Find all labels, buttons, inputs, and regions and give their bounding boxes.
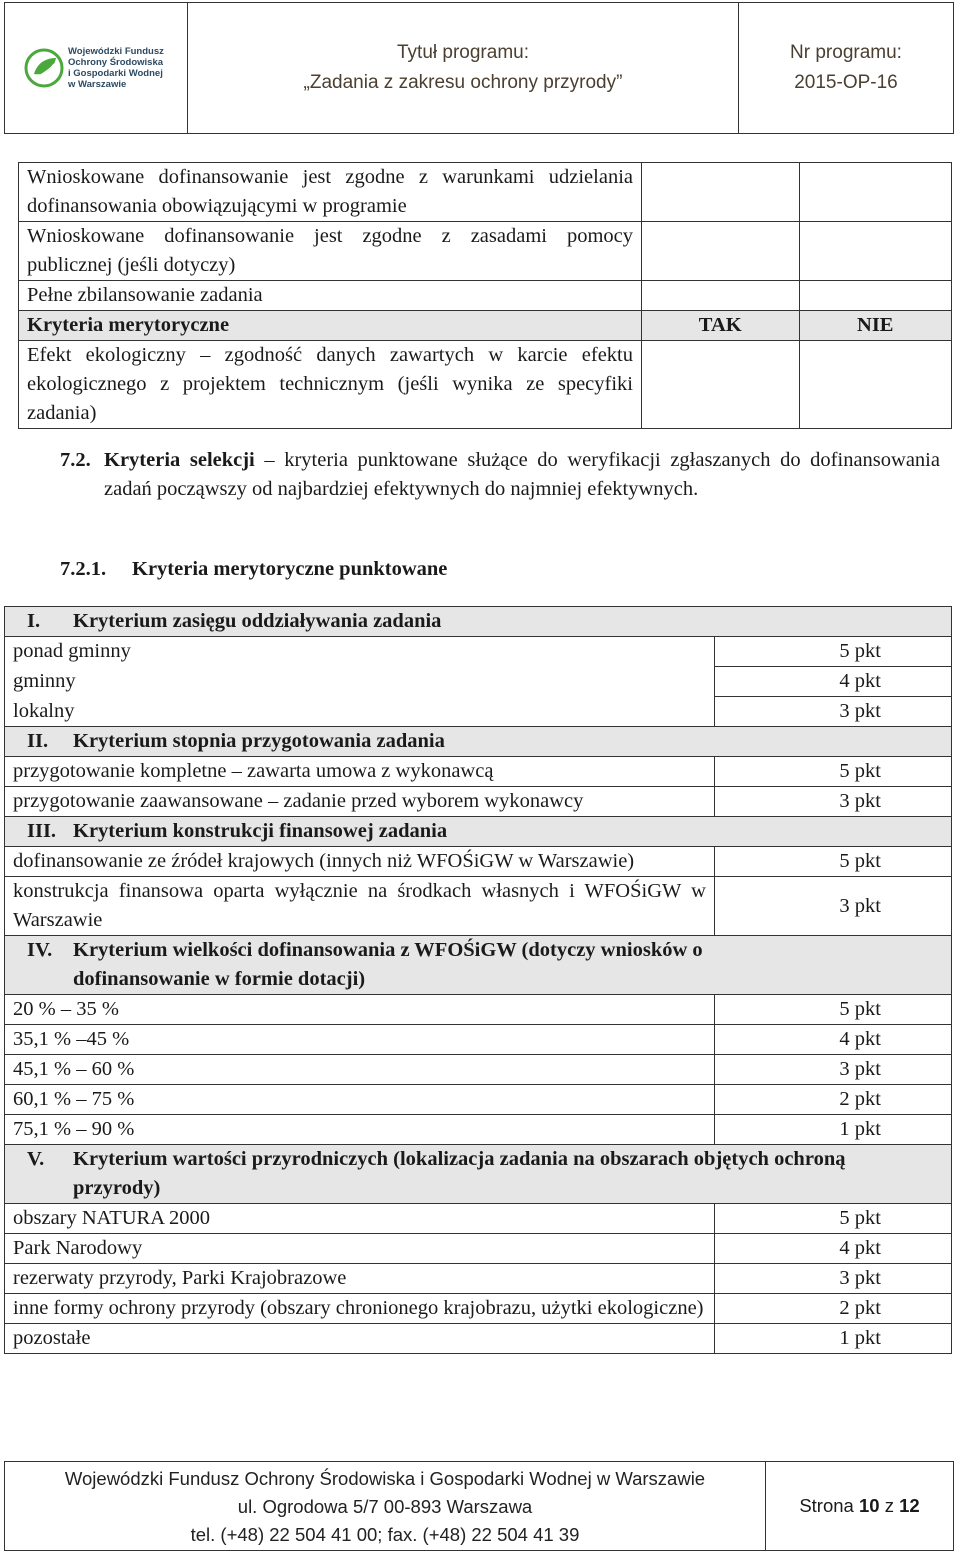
category-title: Kryterium wartości przyrodniczych (lokalizacja zadania na obszarach objętych ochroną przyrody) <box>73 1148 846 1199</box>
section-7-2-1 <box>60 555 940 584</box>
merit-header-row <box>19 311 952 341</box>
option-label: przygotowanie zaawansowane – zadanie przed wyborem wykonawcy <box>5 787 715 817</box>
option-points: 3 pkt <box>714 697 951 727</box>
tak-header: TAK <box>642 311 800 341</box>
program-number-cell <box>739 3 953 133</box>
table-row <box>5 847 952 877</box>
option-label: konstrukcja finansowa oparta wyłącznie na środkach własnych i WFOŚiGW w Warszawie <box>5 877 715 936</box>
option-points: 3 pkt <box>714 877 951 936</box>
option-label: gminny <box>5 667 715 697</box>
logo-line: w Warszawie <box>68 79 127 90</box>
criterion-text: Wnioskowane dofinansowanie jest zgodne z zasadami pomocy publicznej (jeśli dotyczy) <box>19 222 642 281</box>
table-row <box>5 667 952 697</box>
section-title: Kryteria merytoryczne punktowane <box>132 558 448 580</box>
option-points: 4 pkt <box>714 1234 951 1264</box>
page-footer <box>4 1461 954 1551</box>
page-current: 10 <box>858 1495 880 1516</box>
option-points: 3 pkt <box>714 787 951 817</box>
scoring-table <box>4 606 952 1354</box>
category-number: III. <box>27 820 57 842</box>
category-row <box>5 817 952 847</box>
table-row <box>19 341 952 429</box>
table-row <box>5 995 952 1025</box>
wfosigw-logo <box>24 46 168 90</box>
table-row <box>5 697 952 727</box>
footer-org-name: Wojewódzki Fundusz Ochrony Środowiska i Gospodarki Wodnej w Warszawie <box>64 1468 706 1489</box>
footer-phone: tel. (+48) 22 504 41 00; fax. (+48) 22 504 41 39 <box>190 1524 580 1545</box>
section-7-2 <box>60 446 940 504</box>
table-row <box>5 1115 952 1145</box>
table-row <box>5 877 952 936</box>
tak-cell <box>642 341 800 429</box>
table-row <box>5 1055 952 1085</box>
nie-cell <box>799 163 952 222</box>
option-points: 5 pkt <box>714 757 951 787</box>
section-number: 7.2.1. <box>60 558 107 580</box>
footer-street: ul. Ogrodowa 5/7 00-893 Warszawa <box>237 1496 533 1517</box>
option-points: 2 pkt <box>714 1085 951 1115</box>
option-label: pozostałe <box>5 1324 715 1354</box>
option-points: 1 pkt <box>714 1115 951 1145</box>
category-title: Kryterium stopnia przygotowania zadania <box>73 730 445 752</box>
page-total: 12 <box>899 1495 920 1516</box>
page-number <box>766 1462 953 1550</box>
option-points: 4 pkt <box>714 667 951 697</box>
option-label: przygotowanie kompletne – zawarta umowa z wykonawcą <box>5 757 715 787</box>
table-row <box>5 787 952 817</box>
category-title: Kryterium wielkości dofinansowania z WFOŚiGW (dotyczy wniosków o dofinansowanie w formie dotacji) <box>73 939 703 990</box>
table-row <box>5 637 952 667</box>
section-number: 7.2. <box>60 449 91 471</box>
option-label: 60,1 % – 75 % <box>5 1085 715 1115</box>
option-points: 3 pkt <box>714 1264 951 1294</box>
table-row <box>5 1294 952 1324</box>
logo-cell <box>5 3 188 133</box>
program-title-label: Tytuł programu: <box>397 42 529 63</box>
option-label: obszary NATURA 2000 <box>5 1204 715 1234</box>
table-row <box>5 1324 952 1354</box>
page-prefix: Strona <box>799 1495 854 1516</box>
nie-cell <box>799 341 952 429</box>
option-label: 35,1 % –45 % <box>5 1025 715 1055</box>
option-label: 20 % – 35 % <box>5 995 715 1025</box>
option-label: inne formy ochrony przyrody (obszary chronionego krajobrazu, użytki ekologiczne) <box>5 1294 715 1324</box>
criterion-text: Wnioskowane dofinansowanie jest zgodne z warunkami udzielania dofinansowania obowiązującymi w programie <box>19 163 642 222</box>
logo-line: Ochrony Środowiska <box>68 57 164 68</box>
category-row <box>5 1145 952 1204</box>
table-row <box>19 222 952 281</box>
option-points: 4 pkt <box>714 1025 951 1055</box>
criterion-text: Pełne zbilansowanie zadania <box>19 281 642 311</box>
nie-header: NIE <box>799 311 952 341</box>
table-row <box>5 1204 952 1234</box>
option-points: 5 pkt <box>714 637 951 667</box>
option-label: rezerwaty przyrody, Parki Krajobrazowe <box>5 1264 715 1294</box>
section-title: Kryteria selekcji <box>104 449 255 471</box>
merit-header-label: Kryteria merytoryczne <box>19 311 642 341</box>
table-row <box>19 163 952 222</box>
program-number-label: Nr programu: <box>790 42 902 63</box>
option-points: 5 pkt <box>714 1204 951 1234</box>
category-row <box>5 936 952 995</box>
table-row <box>5 1025 952 1055</box>
program-title-value: „Zadania z zakresu ochrony przyrody” <box>303 72 623 93</box>
category-row <box>5 607 952 637</box>
option-points: 5 pkt <box>714 995 951 1025</box>
option-label: ponad gminny <box>5 637 715 667</box>
logo-line: Wojewódzki Fundusz <box>68 46 164 57</box>
program-number-value: 2015-OP-16 <box>794 72 898 93</box>
option-label: 75,1 % – 90 % <box>5 1115 715 1145</box>
option-points: 3 pkt <box>714 1055 951 1085</box>
table-row <box>5 1234 952 1264</box>
category-number: V. <box>27 1148 45 1170</box>
category-title: Kryterium zasięgu oddziaływania zadania <box>73 610 442 632</box>
option-label: Park Narodowy <box>5 1234 715 1264</box>
option-label: 45,1 % – 60 % <box>5 1055 715 1085</box>
logo-text <box>68 46 168 90</box>
page-separator: z <box>884 1495 894 1516</box>
nie-cell <box>799 281 952 311</box>
option-points: 2 pkt <box>714 1294 951 1324</box>
criterion-text: Efekt ekologiczny – zgodność danych zawartych w karcie efektu ekologicznego z projektem technicznym (jeśli wynika ze specyfiki zadania) <box>19 341 642 429</box>
tak-cell <box>642 281 800 311</box>
option-points: 1 pkt <box>714 1324 951 1354</box>
table-row <box>5 757 952 787</box>
category-row <box>5 727 952 757</box>
option-label: dofinansowanie ze źródeł krajowych (innych niż WFOŚiGW w Warszawie) <box>5 847 715 877</box>
leaf-logo-icon <box>24 48 64 88</box>
category-title: Kryterium konstrukcji finansowej zadania <box>73 820 448 842</box>
category-number: IV. <box>27 939 53 961</box>
logo-line: i Gospodarki Wodnej <box>68 68 163 79</box>
table-row <box>5 1085 952 1115</box>
section-text: – kryteria punktowane służące do weryfikacji zgłaszanych do dofinansowania zadań począwszy od najbardziej efektywnych do najmniej efektywnych. <box>104 449 940 500</box>
program-title-cell <box>188 3 739 133</box>
option-label: lokalny <box>5 697 715 727</box>
page-header <box>4 2 954 134</box>
category-number: II. <box>27 730 49 752</box>
table-row <box>19 281 952 311</box>
nie-cell <box>799 222 952 281</box>
footer-address <box>5 1462 766 1550</box>
category-number: I. <box>27 610 41 632</box>
tak-cell <box>642 222 800 281</box>
option-points: 5 pkt <box>714 847 951 877</box>
tak-cell <box>642 163 800 222</box>
formal-criteria-table <box>18 162 952 429</box>
table-row <box>5 1264 952 1294</box>
